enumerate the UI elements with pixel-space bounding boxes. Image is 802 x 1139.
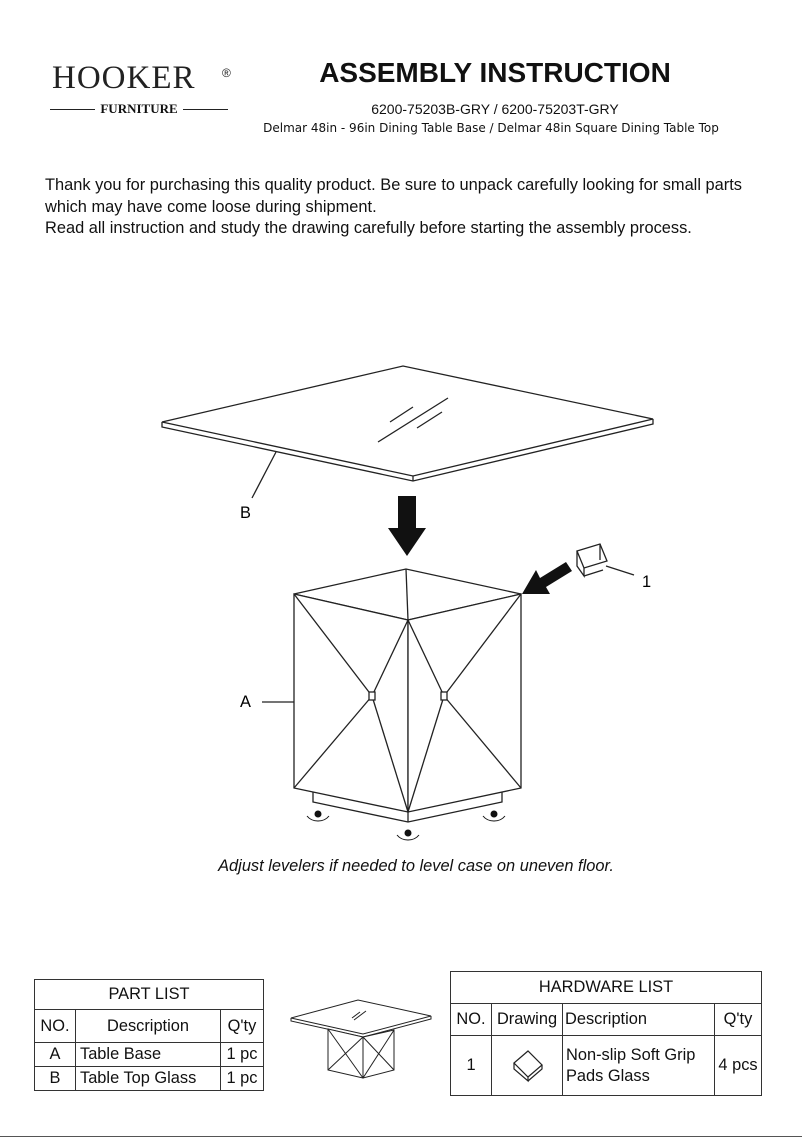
hardware-list-title: HARDWARE LIST <box>451 972 762 1004</box>
hardware-list-header: Description <box>563 1004 715 1036</box>
leveler-caption: Adjust levelers if needed to level case on uneven floor. <box>218 857 614 875</box>
leader-line-b <box>252 452 276 498</box>
part-list-header: Description <box>76 1010 221 1043</box>
table-row <box>451 1036 762 1096</box>
model-numbers: 6200-75203B-GRY / 6200-75203T-GRY <box>371 101 619 117</box>
part-qty: 1 pc <box>221 1067 264 1091</box>
table-top-glass-drawing <box>162 366 653 481</box>
brand-logo: HOOKER <box>52 60 196 96</box>
hardware-qty: 4 pcs <box>715 1036 762 1096</box>
part-description: Table Top Glass <box>76 1067 221 1091</box>
label-a: A <box>240 693 251 711</box>
product-description: Delmar 48in - 96in Dining Table Base / Delmar 48in Square Dining Table Top <box>263 121 719 135</box>
hardware-list-header: Drawing <box>492 1004 563 1036</box>
part-list-table <box>34 979 264 1091</box>
part-no: A <box>35 1043 76 1067</box>
hardware-list-header: NO. <box>451 1004 492 1036</box>
table-thumbnail <box>288 996 438 1086</box>
part-list-header: Q'ty <box>221 1010 264 1043</box>
grip-pad-icon <box>577 544 607 576</box>
leveler-icon <box>307 811 505 840</box>
intro-line: Thank you for purchasing this quality product. Be sure to unpack carefully looking for small parts which may have come loose during shipment. <box>45 176 742 216</box>
grip-pad-icon <box>504 1043 550 1083</box>
hardware-description: Non-slip Soft Grip Pads Glass <box>563 1036 715 1096</box>
part-no: B <box>35 1067 76 1091</box>
table-base-drawing <box>294 569 521 822</box>
page-title: ASSEMBLY INSTRUCTION <box>319 57 671 88</box>
intro-line: Read all instruction and study the drawing carefully before starting the assembly process. <box>45 219 692 237</box>
label-b: B <box>240 504 251 522</box>
hardware-drawing-cell <box>492 1036 563 1096</box>
page-bottom-rule <box>0 1136 802 1137</box>
part-description: Table Base <box>76 1043 221 1067</box>
hardware-no: 1 <box>451 1036 492 1096</box>
hardware-list-header: Q'ty <box>715 1004 762 1036</box>
part-qty: 1 pc <box>221 1043 264 1067</box>
part-list-header: NO. <box>35 1010 76 1043</box>
table-row <box>35 1043 264 1067</box>
table-row <box>35 1067 264 1091</box>
label-1: 1 <box>642 573 652 591</box>
leader-line-1 <box>606 566 634 575</box>
diagonal-arrow-icon <box>522 562 572 594</box>
brand-sub-text: FURNITURE <box>100 101 178 116</box>
brand-registered-mark: ® <box>222 66 231 80</box>
hardware-list-table <box>450 971 762 1096</box>
down-arrow-icon <box>388 496 426 556</box>
part-list-title: PART LIST <box>35 980 264 1010</box>
